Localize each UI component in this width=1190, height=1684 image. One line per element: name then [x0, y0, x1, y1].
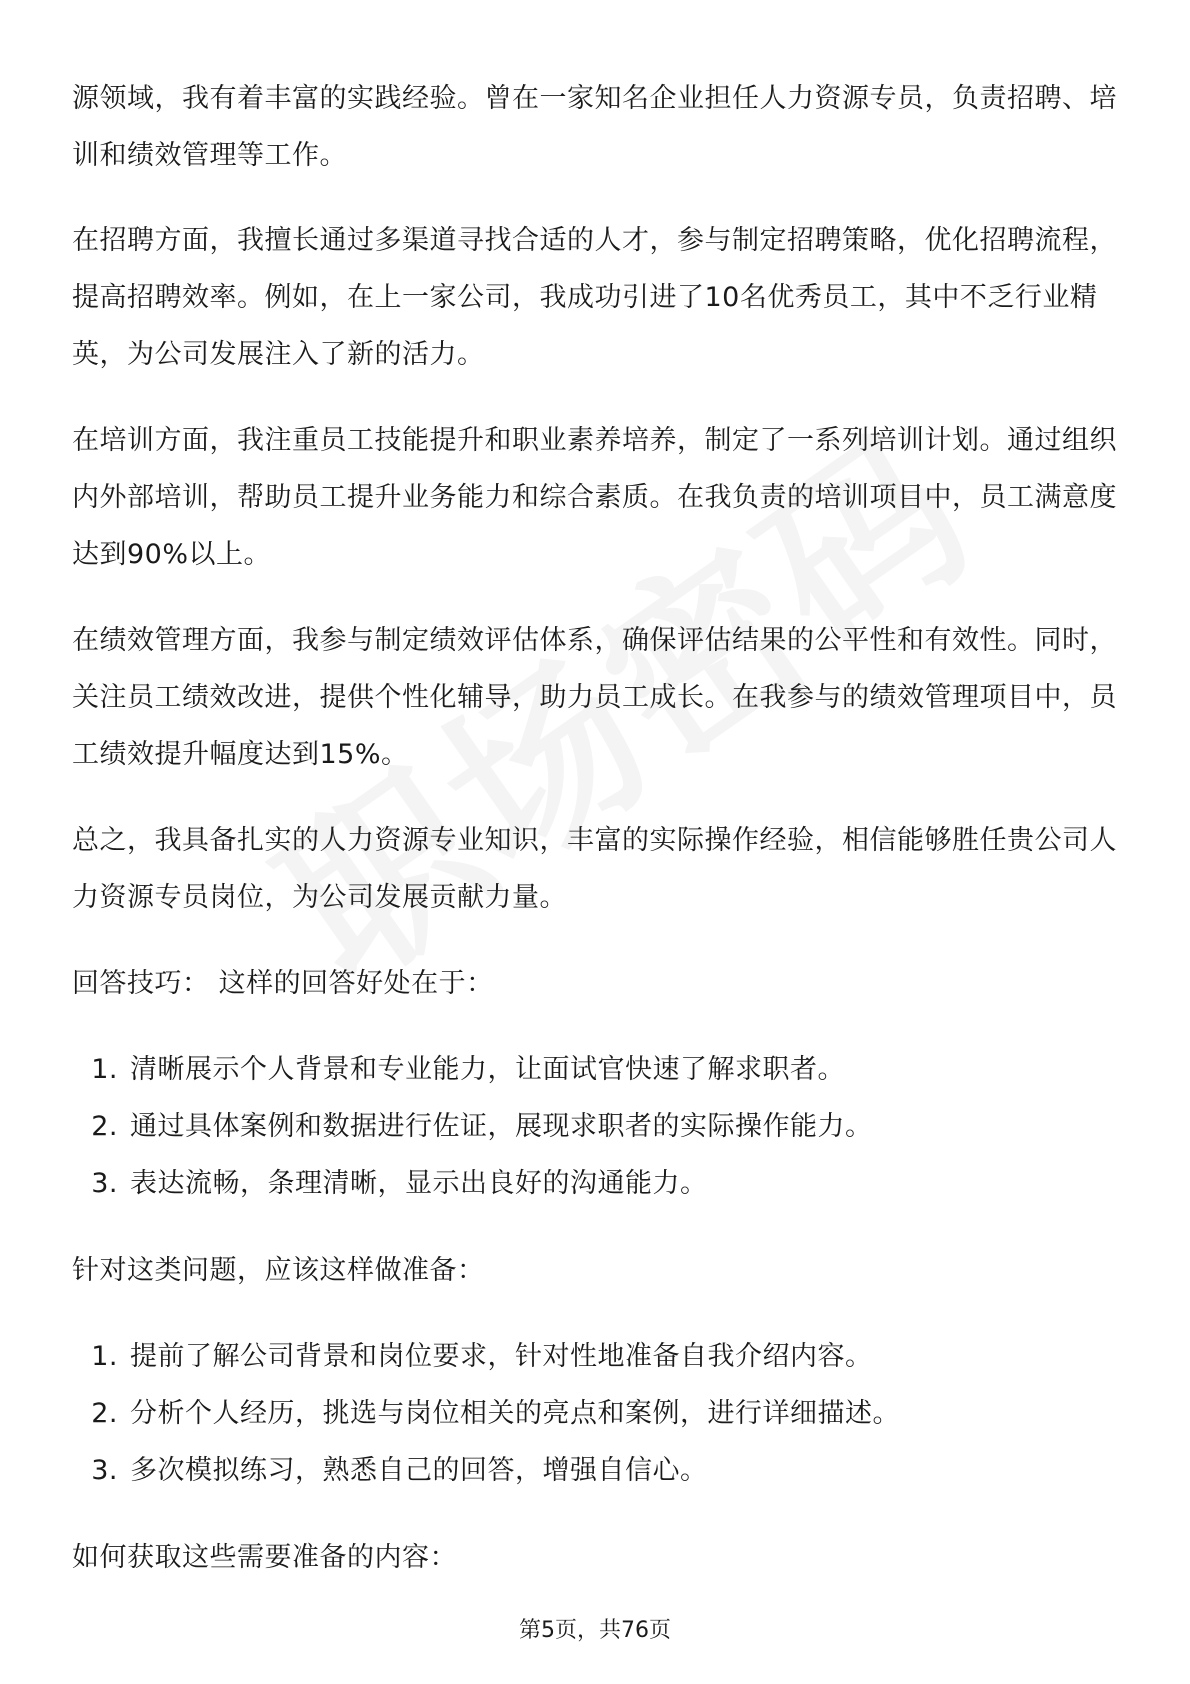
- paragraph-performance: 在绩效管理方面，我参与制定绩效评估体系，确保评估结果的公平性和有效性。同时，关注员工绩效改进，提供个性化辅导，助力员工成长。在我参与的绩效管理项目中，员工绩效提升幅度达到15%。: [72, 625, 1117, 770]
- list-text: 清晰展示个人背景和专业能力，让面试官快速了解求职者。: [130, 1054, 845, 1085]
- list-number: 1.: [91, 1341, 118, 1372]
- list-text: 多次模拟练习，熟悉自己的回答，增强自信心。: [130, 1455, 708, 1486]
- list-item: [72, 1442, 1118, 1499]
- list-number: 3.: [91, 1455, 118, 1486]
- tips-heading: 回答技巧： 这样的回答好处在于：: [72, 968, 494, 999]
- paragraph-recruitment: 在招聘方面，我擅长通过多渠道寻找合适的人才，参与制定招聘策略，优化招聘流程，提高招聘效率。例如，在上一家公司，我成功引进了10名优秀员工，其中不乏行业精英，为公司发展注入了新的活力。: [72, 225, 1117, 370]
- prep-heading: 针对这类问题，应该这样做准备：: [72, 1255, 485, 1286]
- paragraph-training: 在培训方面，我注重员工技能提升和职业素养培养，制定了一系列培训计划。通过组织内外部培训，帮助员工提升业务能力和综合素质。在我负责的培训项目中，员工满意度达到90%以上。: [72, 425, 1117, 570]
- document-body: [72, 70, 1118, 1615]
- prep-list: [72, 1328, 1118, 1499]
- list-item: [72, 1328, 1118, 1385]
- list-text: 通过具体案例和数据进行佐证，展现求职者的实际操作能力。: [130, 1111, 873, 1142]
- list-text: 分析个人经历，挑选与岗位相关的亮点和案例，进行详细描述。: [130, 1398, 900, 1429]
- paragraph-summary: 总之，我具备扎实的人力资源专业知识，丰富的实际操作经验，相信能够胜任贵公司人力资源专员岗位，为公司发展贡献力量。: [72, 825, 1117, 913]
- list-item: [72, 1098, 1118, 1155]
- tips-list: [72, 1041, 1118, 1212]
- list-item: [72, 1385, 1118, 1442]
- obtain-heading: 如何获取这些需要准备的内容：: [72, 1542, 457, 1573]
- list-number: 2.: [91, 1111, 118, 1142]
- page-footer: 第5页，共76页: [519, 1618, 671, 1643]
- paragraph-experience: 源领域，我有着丰富的实践经验。曾在一家知名企业担任人力资源专员，负责招聘、培训和绩效管理等工作。: [72, 83, 1117, 171]
- list-number: 3.: [91, 1168, 118, 1199]
- list-item: [72, 1041, 1118, 1098]
- list-text: 提前了解公司背景和岗位要求，针对性地准备自我介绍内容。: [130, 1341, 873, 1372]
- list-number: 1.: [91, 1054, 118, 1085]
- list-item: [72, 1155, 1118, 1212]
- list-number: 2.: [91, 1398, 118, 1429]
- list-text: 表达流畅，条理清晰，显示出良好的沟通能力。: [130, 1168, 708, 1199]
